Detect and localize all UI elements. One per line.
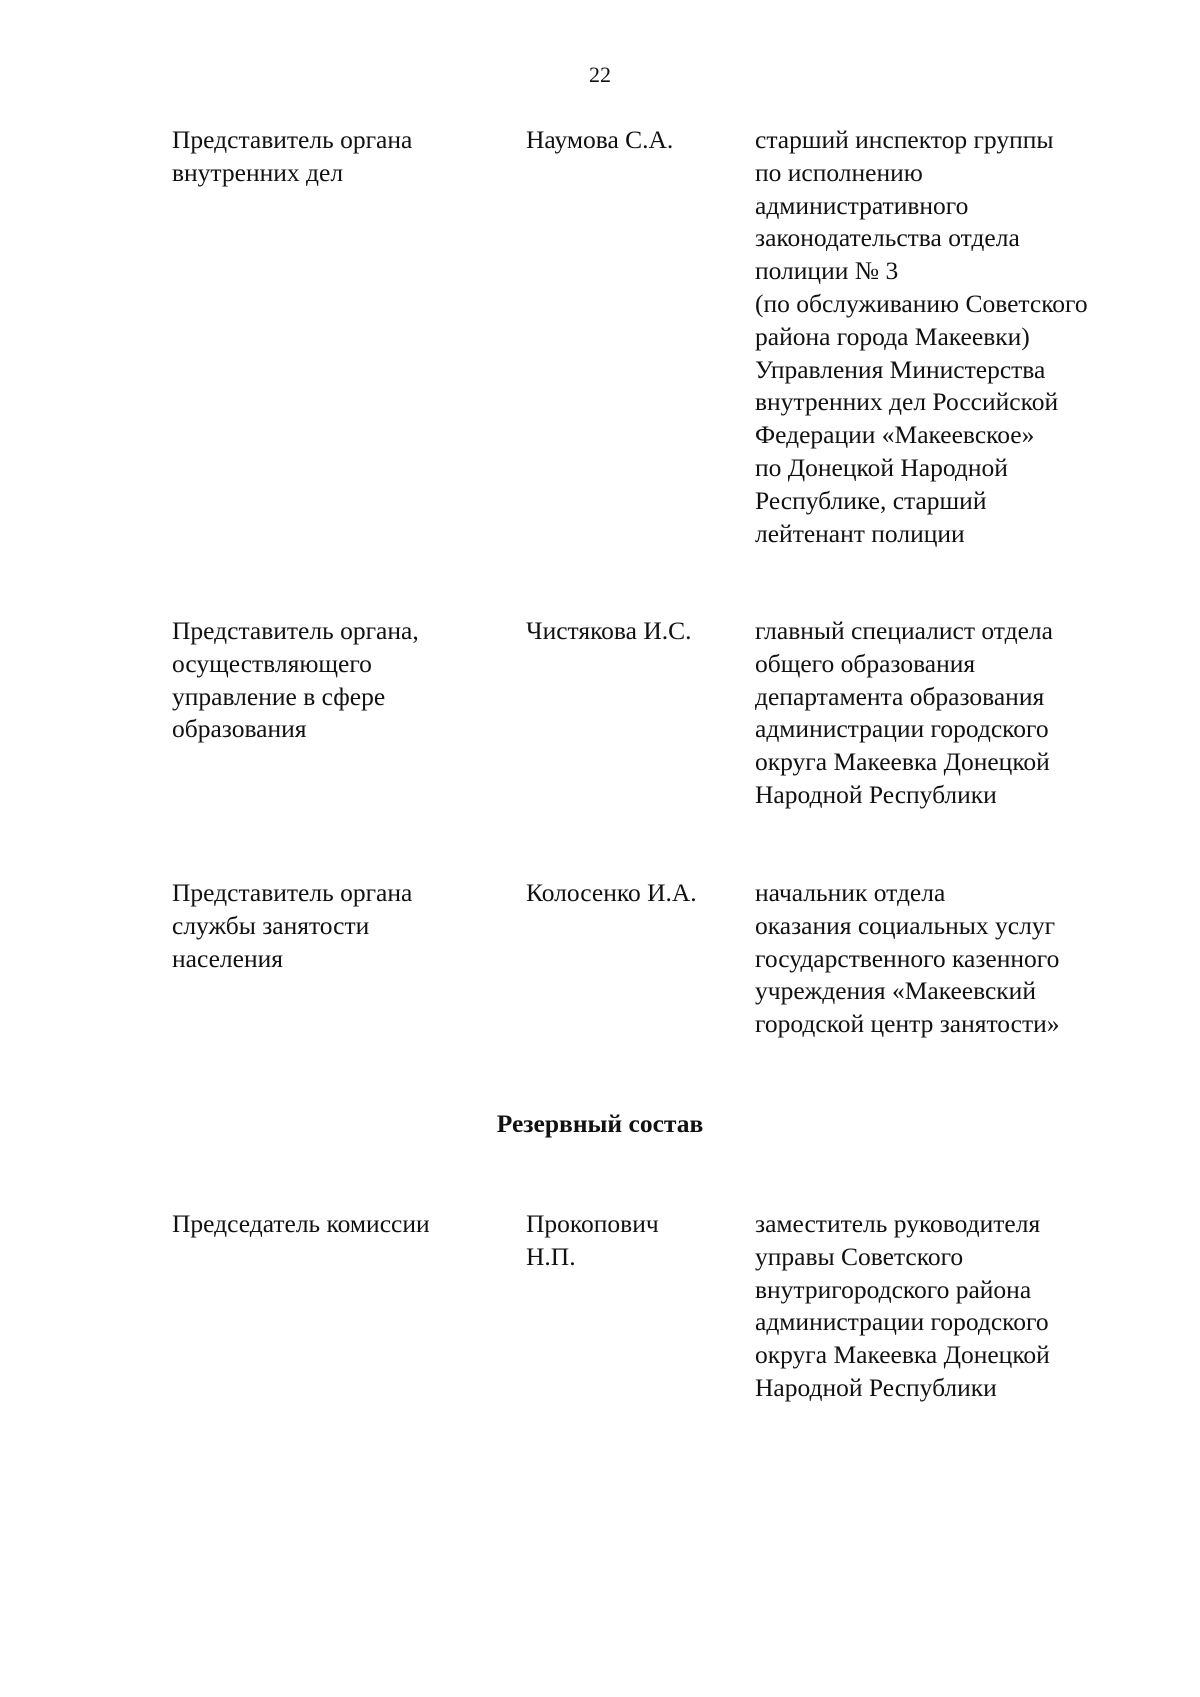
member-position-line: старший инспектор группы	[755, 125, 1054, 154]
member-position	[755, 615, 1135, 812]
member-role-line: Представитель органа,	[172, 616, 419, 645]
member-role-line: населения	[172, 943, 283, 973]
member-role-line: Представитель органа	[172, 878, 413, 907]
member-name-line: Наумова С.А.	[526, 125, 674, 154]
member-position-line: оказания социальных услуг	[755, 910, 1056, 940]
member-role	[172, 615, 512, 746]
member-position-line: Федерации «Макеевское»	[755, 420, 1035, 450]
member-role	[172, 877, 512, 975]
member-role-line: осуществляющего	[172, 648, 372, 678]
member-position-line: учреждения «Макеевский	[755, 976, 1036, 1006]
member-name-line: Чистякова И.С.	[526, 616, 692, 645]
member-name-line: Н.П.	[526, 1241, 576, 1271]
member-position-line: по Донецкой Народной	[755, 452, 1008, 482]
member-position-line: внутренних дел Российской	[755, 387, 1059, 417]
member-name	[526, 615, 746, 648]
member-role-line: Председатель комиссии	[172, 1209, 430, 1238]
member-position-line: начальник отдела	[755, 878, 946, 907]
member-position-line: округа Макеевка Донецкой	[755, 1340, 1050, 1370]
member-position	[755, 124, 1135, 550]
member-position	[755, 1208, 1135, 1405]
member-position-line: администрации городского	[755, 1307, 1049, 1337]
member-role	[172, 1208, 512, 1241]
member-name	[526, 124, 746, 157]
member-position-line: округа Макеевка Донецкой	[755, 747, 1050, 777]
page-number: 22	[589, 62, 611, 87]
member-role-line: Представитель органа	[172, 125, 413, 154]
member-position-line: общего образования	[755, 648, 976, 678]
member-role	[172, 124, 512, 190]
member-name-line: Прокопович	[526, 1209, 659, 1238]
member-position-line: Народной Республики	[755, 1372, 997, 1402]
member-position-line: городской центр занятости»	[755, 1009, 1060, 1039]
member-name	[526, 877, 746, 910]
member-name-line: Колосенко И.А.	[526, 878, 697, 907]
member-position-line: внутригородского района	[755, 1274, 1032, 1304]
member-role-line: управление в сфере	[172, 681, 386, 711]
member-position-line: управы Советского	[755, 1241, 964, 1271]
member-position-line: главный специалист отдела	[755, 616, 1053, 645]
member-position-line: заместитель руководителя	[755, 1209, 1041, 1238]
member-position-line: лейтенант полиции	[755, 518, 965, 548]
member-position-line: законодательства отдела	[755, 223, 1020, 253]
member-role-line: образования	[172, 714, 307, 744]
member-position-line: административного	[755, 190, 969, 220]
member-position-line: департамента образования	[755, 681, 1045, 711]
member-position-line: администрации городского	[755, 714, 1049, 744]
member-position-line: полиции № 3	[755, 256, 899, 286]
member-role-line: службы занятости	[172, 910, 370, 940]
member-position-line: Народной Республики	[755, 779, 997, 809]
reserve-section-title: Резервный состав	[496, 1109, 704, 1138]
member-name	[526, 1208, 746, 1274]
member-position-line: района города Макеевки)	[755, 321, 1030, 351]
member-position	[755, 877, 1135, 1041]
member-position-line: Управления Министерства	[755, 354, 1046, 384]
member-position-line: по исполнению	[755, 157, 923, 187]
member-position-line: (по обслуживанию Советского	[755, 288, 1088, 318]
member-position-line: государственного казенного	[755, 943, 1060, 973]
member-role-line: внутренних дел	[172, 157, 344, 187]
member-position-line: Республике, старший	[755, 485, 987, 515]
